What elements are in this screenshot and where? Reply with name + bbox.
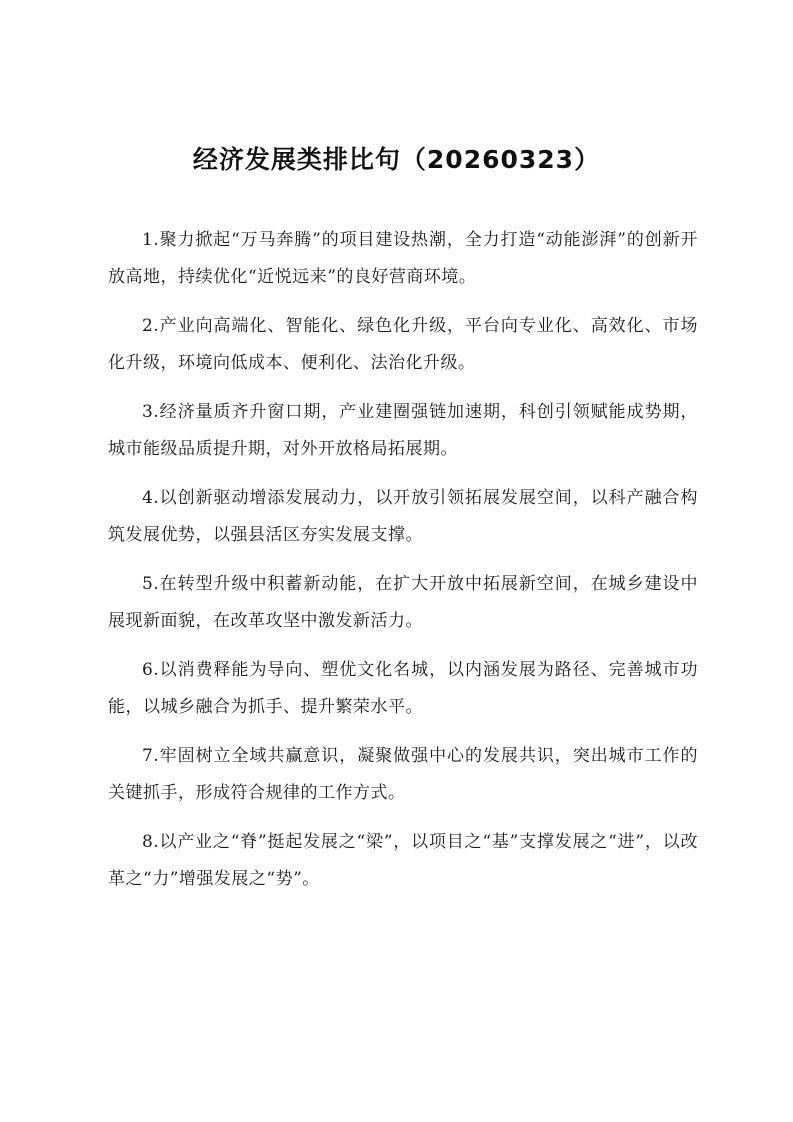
- paragraph-4: 4.以创新驱动增添发展动力，以开放引领拓展发展空间，以科产融合构筑发展优势，以强县活区夯实发展支撑。: [108, 488, 698, 545]
- paragraph-3: 3.经济量质齐升窗口期，产业建圈强链加速期，科创引领赋能成势期，城市能级品质提升期，对外开放格局拓展期。: [108, 402, 698, 459]
- paragraph-5: 5.在转型升级中积蓄新动能，在扩大开放中拓展新空间，在城乡建设中展现新面貌，在改革攻坚中激发新活力。: [108, 574, 698, 631]
- paragraph-2: 2.产业向高端化、智能化、绿色化升级，平台向专业化、高效化、市场化升级，环境向低成本、便利化、法治化升级。: [108, 316, 698, 373]
- document-title: 经济发展类排比句（20260323）: [192, 145, 601, 174]
- paragraph-1: 1.聚力掀起“万马奔腾”的项目建设热潮，全力打造“动能澎湃”的创新开放高地，持续优化“近悦远来”的良好营商环境。: [108, 230, 698, 287]
- paragraph-8: 8.以产业之“脊”挺起发展之“梁”，以项目之“基”支撑发展之“进”，以改革之“力”增强发展之“势”。: [108, 832, 698, 889]
- paragraph-7: 7.牢固树立全域共赢意识，凝聚做强中心的发展共识，突出城市工作的关键抓手，形成符合规律的工作方式。: [108, 746, 698, 803]
- paragraph-6: 6.以消费释能为导向、塑优文化名城，以内涵发展为路径、完善城市功能，以城乡融合为抓手、提升繁荣水平。: [108, 660, 698, 717]
- document-body: [108, 222, 698, 910]
